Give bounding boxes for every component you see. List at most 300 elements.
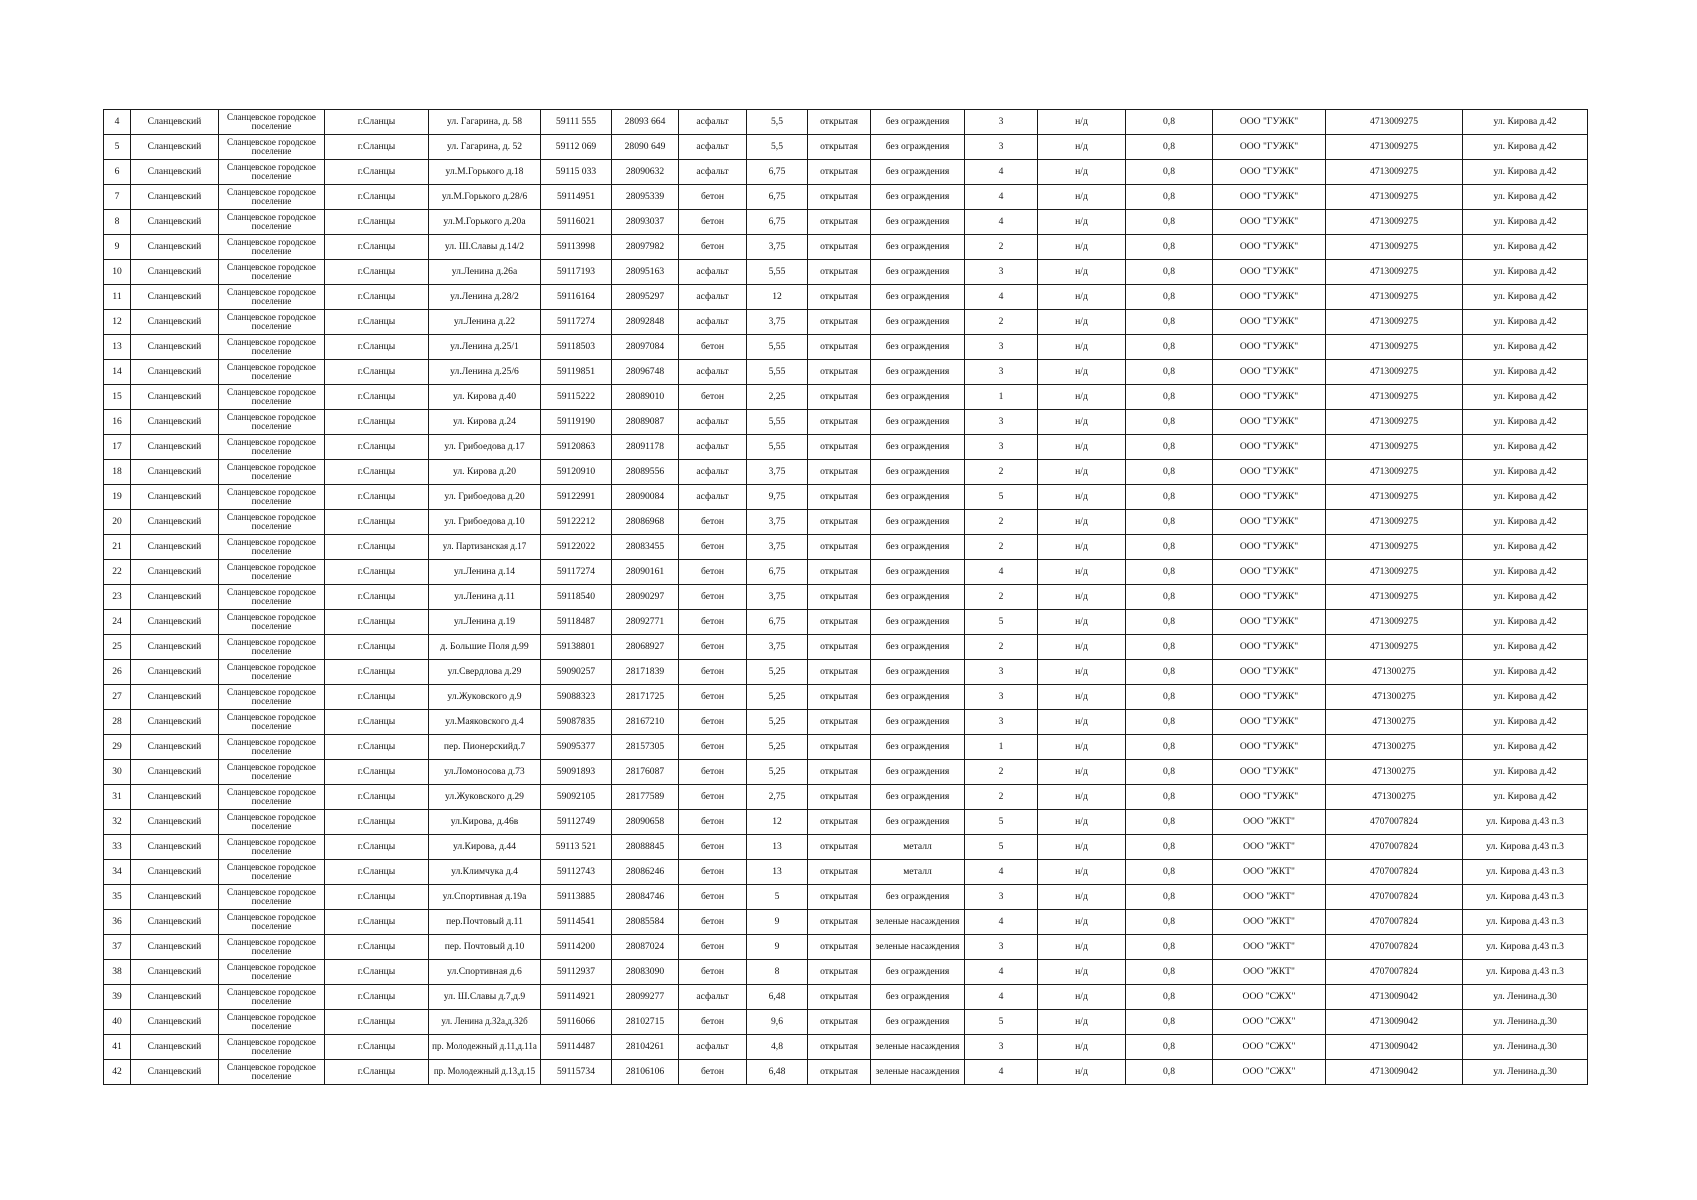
container-type-cell: н/д xyxy=(1038,335,1126,360)
locality-cell: г.Сланцы xyxy=(325,885,429,910)
settlement-cell: Сланцевское городское поселение xyxy=(219,660,325,685)
row-number-cell: 17 xyxy=(104,435,131,460)
inn-cell: 4713009275 xyxy=(1326,135,1463,160)
address-cell: ул.Ленина д.26а xyxy=(429,260,541,285)
fencing-cell: зеленые насаждения xyxy=(871,1035,965,1060)
latitude-cell: 59090257 xyxy=(541,660,612,685)
longitude-cell: 28087024 xyxy=(612,935,679,960)
locality-cell: г.Сланцы xyxy=(325,1035,429,1060)
area-cell: 6,48 xyxy=(747,985,808,1010)
container-count-cell: 5 xyxy=(965,835,1038,860)
area-cell: 6,48 xyxy=(747,1060,808,1085)
container-count-cell: 3 xyxy=(965,1035,1038,1060)
district-cell: Сланцевский xyxy=(131,160,219,185)
owner-address-cell: ул. Кирова д.42 xyxy=(1463,185,1588,210)
longitude-cell: 28089556 xyxy=(612,460,679,485)
row-number-cell: 15 xyxy=(104,385,131,410)
longitude-cell: 28090161 xyxy=(612,560,679,585)
surface-cell: асфальт xyxy=(679,360,747,385)
row-number-cell: 39 xyxy=(104,985,131,1010)
surface-cell: бетон xyxy=(679,710,747,735)
container-volume-cell: 0,8 xyxy=(1126,435,1213,460)
settlement-cell: Сланцевское городское поселение xyxy=(219,835,325,860)
address-cell: пр. Молодежный д.13,д.15 xyxy=(429,1060,541,1085)
inn-cell: 4713009275 xyxy=(1326,260,1463,285)
site-type-cell: открытая xyxy=(808,335,871,360)
inn-cell: 471300275 xyxy=(1326,785,1463,810)
container-type-cell: н/д xyxy=(1038,585,1126,610)
row-number-cell: 5 xyxy=(104,135,131,160)
container-volume-cell: 0,8 xyxy=(1126,810,1213,835)
row-number-cell: 36 xyxy=(104,910,131,935)
container-type-cell: н/д xyxy=(1038,135,1126,160)
inn-cell: 4713009275 xyxy=(1326,160,1463,185)
table-row xyxy=(104,560,1588,585)
row-number-cell: 12 xyxy=(104,310,131,335)
district-cell: Сланцевский xyxy=(131,185,219,210)
owner-address-cell: ул. Кирова д.42 xyxy=(1463,335,1588,360)
fencing-cell: без ограждения xyxy=(871,710,965,735)
latitude-cell: 59113998 xyxy=(541,235,612,260)
container-volume-cell: 0,8 xyxy=(1126,860,1213,885)
locality-cell: г.Сланцы xyxy=(325,360,429,385)
settlement-cell: Сланцевское городское поселение xyxy=(219,860,325,885)
container-count-cell: 4 xyxy=(965,185,1038,210)
fencing-cell: металл xyxy=(871,835,965,860)
row-number-cell: 34 xyxy=(104,860,131,885)
area-cell: 5 xyxy=(747,885,808,910)
owner-cell: ООО "ГУЖК" xyxy=(1213,285,1326,310)
address-cell: пер. Почтовый д.10 xyxy=(429,935,541,960)
settlement-cell: Сланцевское городское поселение xyxy=(219,460,325,485)
site-type-cell: открытая xyxy=(808,760,871,785)
area-cell: 3,75 xyxy=(747,635,808,660)
container-type-cell: н/д xyxy=(1038,435,1126,460)
fencing-cell: без ограждения xyxy=(871,960,965,985)
longitude-cell: 28084746 xyxy=(612,885,679,910)
inn-cell: 4713009275 xyxy=(1326,635,1463,660)
table-row xyxy=(104,585,1588,610)
owner-address-cell: ул. Кирова д.42 xyxy=(1463,660,1588,685)
row-number-cell: 29 xyxy=(104,735,131,760)
owner-cell: ООО "ЖКТ" xyxy=(1213,935,1326,960)
latitude-cell: 59113885 xyxy=(541,885,612,910)
longitude-cell: 28177589 xyxy=(612,785,679,810)
table-row xyxy=(104,860,1588,885)
surface-cell: бетон xyxy=(679,635,747,660)
inn-cell: 4707007824 xyxy=(1326,885,1463,910)
locality-cell: г.Сланцы xyxy=(325,160,429,185)
district-cell: Сланцевский xyxy=(131,685,219,710)
longitude-cell: 28083090 xyxy=(612,960,679,985)
locality-cell: г.Сланцы xyxy=(325,110,429,135)
container-count-cell: 4 xyxy=(965,985,1038,1010)
surface-cell: асфальт xyxy=(679,260,747,285)
table-row xyxy=(104,1035,1588,1060)
fencing-cell: без ограждения xyxy=(871,760,965,785)
container-volume-cell: 0,8 xyxy=(1126,635,1213,660)
site-type-cell: открытая xyxy=(808,860,871,885)
container-type-cell: н/д xyxy=(1038,485,1126,510)
site-type-cell: открытая xyxy=(808,385,871,410)
owner-cell: ООО "ГУЖК" xyxy=(1213,160,1326,185)
longitude-cell: 28097084 xyxy=(612,335,679,360)
owner-cell: ООО "ГУЖК" xyxy=(1213,410,1326,435)
container-type-cell: н/д xyxy=(1038,735,1126,760)
settlement-cell: Сланцевское городское поселение xyxy=(219,735,325,760)
container-type-cell: н/д xyxy=(1038,235,1126,260)
district-cell: Сланцевский xyxy=(131,985,219,1010)
inn-cell: 4713009042 xyxy=(1326,985,1463,1010)
container-type-cell: н/д xyxy=(1038,785,1126,810)
area-cell: 5,55 xyxy=(747,360,808,385)
district-cell: Сланцевский xyxy=(131,1035,219,1060)
owner-address-cell: ул. Кирова д.42 xyxy=(1463,685,1588,710)
container-type-cell: н/д xyxy=(1038,960,1126,985)
fencing-cell: без ограждения xyxy=(871,185,965,210)
container-volume-cell: 0,8 xyxy=(1126,210,1213,235)
container-volume-cell: 0,8 xyxy=(1126,535,1213,560)
district-cell: Сланцевский xyxy=(131,135,219,160)
fencing-cell: без ограждения xyxy=(871,735,965,760)
inn-cell: 4713009275 xyxy=(1326,510,1463,535)
locality-cell: г.Сланцы xyxy=(325,235,429,260)
owner-address-cell: ул. Ленина.д.30 xyxy=(1463,1060,1588,1085)
area-cell: 5,25 xyxy=(747,735,808,760)
surface-cell: бетон xyxy=(679,535,747,560)
inn-cell: 4713009275 xyxy=(1326,435,1463,460)
owner-address-cell: ул. Ленина.д.30 xyxy=(1463,1035,1588,1060)
district-cell: Сланцевский xyxy=(131,560,219,585)
container-type-cell: н/д xyxy=(1038,410,1126,435)
owner-address-cell: ул. Кирова д.43 п.3 xyxy=(1463,860,1588,885)
owner-cell: ООО "ГУЖК" xyxy=(1213,110,1326,135)
address-cell: ул.Ленина д.11 xyxy=(429,585,541,610)
surface-cell: бетон xyxy=(679,560,747,585)
longitude-cell: 28093 664 xyxy=(612,110,679,135)
district-cell: Сланцевский xyxy=(131,860,219,885)
owner-address-cell: ул. Кирова д.42 xyxy=(1463,510,1588,535)
locality-cell: г.Сланцы xyxy=(325,860,429,885)
district-cell: Сланцевский xyxy=(131,435,219,460)
locality-cell: г.Сланцы xyxy=(325,710,429,735)
row-number-cell: 24 xyxy=(104,610,131,635)
inn-cell: 4713009275 xyxy=(1326,535,1463,560)
surface-cell: бетон xyxy=(679,760,747,785)
area-cell: 9 xyxy=(747,910,808,935)
fencing-cell: без ограждения xyxy=(871,485,965,510)
latitude-cell: 59116164 xyxy=(541,285,612,310)
container-count-cell: 2 xyxy=(965,535,1038,560)
area-cell: 9,75 xyxy=(747,485,808,510)
container-type-cell: н/д xyxy=(1038,660,1126,685)
settlement-cell: Сланцевское городское поселение xyxy=(219,1010,325,1035)
row-number-cell: 37 xyxy=(104,935,131,960)
settlement-cell: Сланцевское городское поселение xyxy=(219,235,325,260)
owner-cell: ООО "ГУЖК" xyxy=(1213,710,1326,735)
container-volume-cell: 0,8 xyxy=(1126,985,1213,1010)
container-type-cell: н/д xyxy=(1038,835,1126,860)
longitude-cell: 28106106 xyxy=(612,1060,679,1085)
container-count-cell: 3 xyxy=(965,685,1038,710)
owner-cell: ООО "ГУЖК" xyxy=(1213,735,1326,760)
owner-cell: ООО "ГУЖК" xyxy=(1213,560,1326,585)
owner-cell: ООО "ГУЖК" xyxy=(1213,685,1326,710)
inn-cell: 471300275 xyxy=(1326,660,1463,685)
container-volume-cell: 0,8 xyxy=(1126,260,1213,285)
container-count-cell: 4 xyxy=(965,560,1038,585)
settlement-cell: Сланцевское городское поселение xyxy=(219,810,325,835)
longitude-cell: 28090297 xyxy=(612,585,679,610)
container-type-cell: н/д xyxy=(1038,260,1126,285)
address-cell: ул. Кирова д.40 xyxy=(429,385,541,410)
container-count-cell: 5 xyxy=(965,1010,1038,1035)
owner-cell: ООО "ГУЖК" xyxy=(1213,460,1326,485)
owner-cell: ООО "ГУЖК" xyxy=(1213,485,1326,510)
latitude-cell: 59118487 xyxy=(541,610,612,635)
surface-cell: бетон xyxy=(679,1010,747,1035)
settlement-cell: Сланцевское городское поселение xyxy=(219,135,325,160)
fencing-cell: без ограждения xyxy=(871,260,965,285)
row-number-cell: 9 xyxy=(104,235,131,260)
fencing-cell: без ограждения xyxy=(871,135,965,160)
settlement-cell: Сланцевское городское поселение xyxy=(219,510,325,535)
area-cell: 5,55 xyxy=(747,260,808,285)
fencing-cell: без ограждения xyxy=(871,460,965,485)
owner-cell: ООО "ГУЖК" xyxy=(1213,535,1326,560)
fencing-cell: без ограждения xyxy=(871,1010,965,1035)
latitude-cell: 59113 521 xyxy=(541,835,612,860)
area-cell: 9,6 xyxy=(747,1010,808,1035)
container-volume-cell: 0,8 xyxy=(1126,585,1213,610)
container-type-cell: н/д xyxy=(1038,1060,1126,1085)
longitude-cell: 28089010 xyxy=(612,385,679,410)
locality-cell: г.Сланцы xyxy=(325,510,429,535)
district-cell: Сланцевский xyxy=(131,1060,219,1085)
latitude-cell: 59112937 xyxy=(541,960,612,985)
area-cell: 3,75 xyxy=(747,510,808,535)
owner-address-cell: ул. Кирова д.42 xyxy=(1463,710,1588,735)
longitude-cell: 28104261 xyxy=(612,1035,679,1060)
owner-address-cell: ул. Кирова д.42 xyxy=(1463,560,1588,585)
locality-cell: г.Сланцы xyxy=(325,210,429,235)
owner-address-cell: ул. Кирова д.43 п.3 xyxy=(1463,935,1588,960)
latitude-cell: 59114951 xyxy=(541,185,612,210)
owner-cell: ООО "ГУЖК" xyxy=(1213,385,1326,410)
latitude-cell: 59118503 xyxy=(541,335,612,360)
surface-cell: асфальт xyxy=(679,135,747,160)
locality-cell: г.Сланцы xyxy=(325,585,429,610)
site-type-cell: открытая xyxy=(808,710,871,735)
table-row xyxy=(104,1010,1588,1035)
container-count-cell: 2 xyxy=(965,510,1038,535)
inn-cell: 4713009275 xyxy=(1326,385,1463,410)
address-cell: д. Большие Поля д.99 xyxy=(429,635,541,660)
container-count-cell: 5 xyxy=(965,610,1038,635)
container-type-cell: н/д xyxy=(1038,310,1126,335)
longitude-cell: 28102715 xyxy=(612,1010,679,1035)
surface-cell: бетон xyxy=(679,810,747,835)
settlement-cell: Сланцевское городское поселение xyxy=(219,785,325,810)
area-cell: 8 xyxy=(747,960,808,985)
owner-address-cell: ул. Кирова д.42 xyxy=(1463,635,1588,660)
district-cell: Сланцевский xyxy=(131,710,219,735)
surface-cell: бетон xyxy=(679,510,747,535)
container-type-cell: н/д xyxy=(1038,760,1126,785)
owner-address-cell: ул. Кирова д.42 xyxy=(1463,485,1588,510)
district-cell: Сланцевский xyxy=(131,960,219,985)
row-number-cell: 4 xyxy=(104,110,131,135)
container-volume-cell: 0,8 xyxy=(1126,835,1213,860)
locality-cell: г.Сланцы xyxy=(325,535,429,560)
owner-address-cell: ул. Кирова д.42 xyxy=(1463,610,1588,635)
fencing-cell: зеленые насаждения xyxy=(871,1060,965,1085)
inn-cell: 4707007824 xyxy=(1326,835,1463,860)
table-row xyxy=(104,660,1588,685)
address-cell: ул.Кирова, д.44 xyxy=(429,835,541,860)
owner-address-cell: ул. Кирова д.42 xyxy=(1463,535,1588,560)
inn-cell: 4713009275 xyxy=(1326,335,1463,360)
district-cell: Сланцевский xyxy=(131,1010,219,1035)
locality-cell: г.Сланцы xyxy=(325,660,429,685)
district-cell: Сланцевский xyxy=(131,935,219,960)
address-cell: ул. Кирова д.20 xyxy=(429,460,541,485)
address-cell: ул. Ш.Славы д.14/2 xyxy=(429,235,541,260)
longitude-cell: 28095339 xyxy=(612,185,679,210)
surface-cell: бетон xyxy=(679,585,747,610)
owner-address-cell: ул. Кирова д.42 xyxy=(1463,210,1588,235)
row-number-cell: 30 xyxy=(104,760,131,785)
owner-address-cell: ул. Кирова д.42 xyxy=(1463,760,1588,785)
settlement-cell: Сланцевское городское поселение xyxy=(219,310,325,335)
owner-address-cell: ул. Ленина.д.30 xyxy=(1463,985,1588,1010)
settlement-cell: Сланцевское городское поселение xyxy=(219,185,325,210)
owner-address-cell: ул. Кирова д.42 xyxy=(1463,785,1588,810)
container-count-cell: 4 xyxy=(965,1060,1038,1085)
inn-cell: 4713009275 xyxy=(1326,560,1463,585)
locality-cell: г.Сланцы xyxy=(325,135,429,160)
latitude-cell: 59122022 xyxy=(541,535,612,560)
locality-cell: г.Сланцы xyxy=(325,960,429,985)
inn-cell: 4713009275 xyxy=(1326,585,1463,610)
inn-cell: 4713009275 xyxy=(1326,110,1463,135)
area-cell: 5,55 xyxy=(747,335,808,360)
container-type-cell: н/д xyxy=(1038,935,1126,960)
surface-cell: асфальт xyxy=(679,1035,747,1060)
longitude-cell: 28088845 xyxy=(612,835,679,860)
district-cell: Сланцевский xyxy=(131,335,219,360)
longitude-cell: 28157305 xyxy=(612,735,679,760)
container-volume-cell: 0,8 xyxy=(1126,360,1213,385)
latitude-cell: 59114541 xyxy=(541,910,612,935)
address-cell: ул.Ленина д.19 xyxy=(429,610,541,635)
container-volume-cell: 0,8 xyxy=(1126,660,1213,685)
inn-cell: 4713009275 xyxy=(1326,210,1463,235)
latitude-cell: 59112 069 xyxy=(541,135,612,160)
site-type-cell: открытая xyxy=(808,910,871,935)
settlement-cell: Сланцевское городское поселение xyxy=(219,560,325,585)
owner-address-cell: ул. Кирова д.42 xyxy=(1463,110,1588,135)
container-volume-cell: 0,8 xyxy=(1126,885,1213,910)
surface-cell: бетон xyxy=(679,735,747,760)
row-number-cell: 7 xyxy=(104,185,131,210)
latitude-cell: 59114487 xyxy=(541,1035,612,1060)
address-cell: ул. Ш.Славы д.7,д.9 xyxy=(429,985,541,1010)
container-type-cell: н/д xyxy=(1038,910,1126,935)
longitude-cell: 28096748 xyxy=(612,360,679,385)
surface-cell: асфальт xyxy=(679,460,747,485)
longitude-cell: 28099277 xyxy=(612,985,679,1010)
row-number-cell: 31 xyxy=(104,785,131,810)
table-row xyxy=(104,760,1588,785)
address-cell: ул.Ленина д.28/2 xyxy=(429,285,541,310)
table-row xyxy=(104,485,1588,510)
owner-address-cell: ул. Кирова д.43 п.3 xyxy=(1463,885,1588,910)
owner-address-cell: ул. Кирова д.42 xyxy=(1463,735,1588,760)
site-type-cell: открытая xyxy=(808,485,871,510)
district-cell: Сланцевский xyxy=(131,885,219,910)
table-row xyxy=(104,360,1588,385)
surface-cell: бетон xyxy=(679,860,747,885)
longitude-cell: 28171725 xyxy=(612,685,679,710)
fencing-cell: без ограждения xyxy=(871,160,965,185)
fencing-cell: без ограждения xyxy=(871,635,965,660)
locality-cell: г.Сланцы xyxy=(325,635,429,660)
container-volume-cell: 0,8 xyxy=(1126,135,1213,160)
fencing-cell: без ограждения xyxy=(871,810,965,835)
container-volume-cell: 0,8 xyxy=(1126,1010,1213,1035)
latitude-cell: 59116021 xyxy=(541,210,612,235)
address-cell: ул.Климчука д.4 xyxy=(429,860,541,885)
site-type-cell: открытая xyxy=(808,160,871,185)
container-count-cell: 4 xyxy=(965,210,1038,235)
inn-cell: 4707007824 xyxy=(1326,860,1463,885)
owner-cell: ООО "ГУЖК" xyxy=(1213,310,1326,335)
container-volume-cell: 0,8 xyxy=(1126,1035,1213,1060)
district-cell: Сланцевский xyxy=(131,210,219,235)
surface-cell: асфальт xyxy=(679,310,747,335)
row-number-cell: 40 xyxy=(104,1010,131,1035)
settlement-cell: Сланцевское городское поселение xyxy=(219,760,325,785)
inn-cell: 471300275 xyxy=(1326,710,1463,735)
latitude-cell: 59115 033 xyxy=(541,160,612,185)
container-type-cell: н/д xyxy=(1038,185,1126,210)
container-volume-cell: 0,8 xyxy=(1126,335,1213,360)
table-row xyxy=(104,985,1588,1010)
area-cell: 5,55 xyxy=(747,435,808,460)
row-number-cell: 33 xyxy=(104,835,131,860)
container-volume-cell: 0,8 xyxy=(1126,685,1213,710)
fencing-cell: без ограждения xyxy=(871,610,965,635)
district-cell: Сланцевский xyxy=(131,760,219,785)
container-type-cell: н/д xyxy=(1038,160,1126,185)
locality-cell: г.Сланцы xyxy=(325,410,429,435)
address-cell: ул.Спортивная д.19а xyxy=(429,885,541,910)
address-cell: пер. Пионерскийд.7 xyxy=(429,735,541,760)
district-cell: Сланцевский xyxy=(131,360,219,385)
inn-cell: 4713009275 xyxy=(1326,610,1463,635)
table-row xyxy=(104,610,1588,635)
locality-cell: г.Сланцы xyxy=(325,1060,429,1085)
inn-cell: 471300275 xyxy=(1326,735,1463,760)
address-cell: ул. Грибоедова д.10 xyxy=(429,510,541,535)
inn-cell: 4713009275 xyxy=(1326,310,1463,335)
owner-cell: ООО "СЖХ" xyxy=(1213,985,1326,1010)
area-cell: 5,25 xyxy=(747,660,808,685)
address-cell: ул. Кирова д.24 xyxy=(429,410,541,435)
fencing-cell: без ограждения xyxy=(871,560,965,585)
inn-cell: 4713009275 xyxy=(1326,410,1463,435)
